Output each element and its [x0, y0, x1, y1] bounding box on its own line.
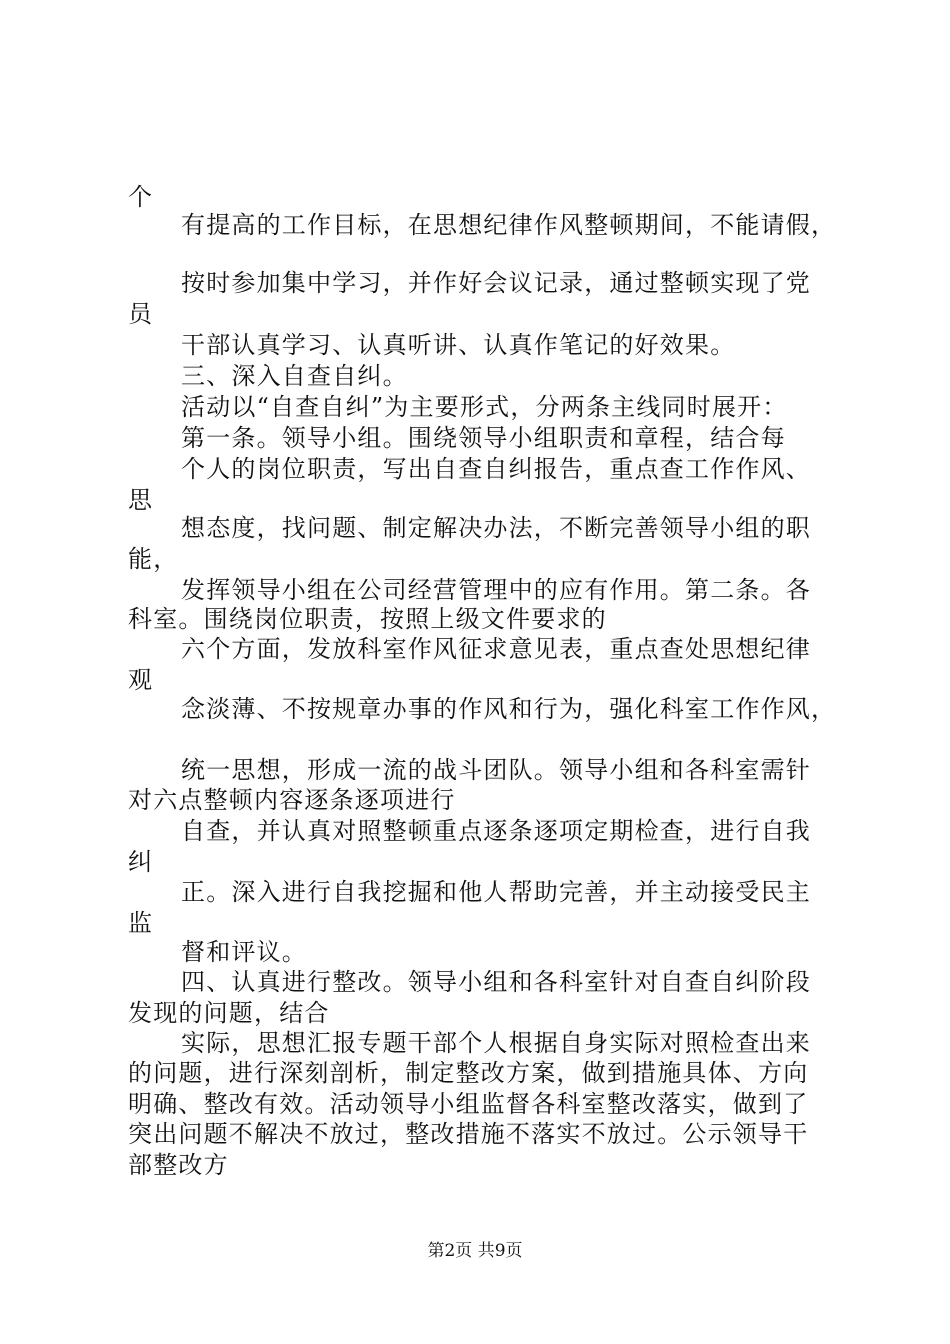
text-line: 突出问题不解决不放过，整改措施不落实不放过。公示领导干 [128, 1120, 809, 1148]
text-line: 对六点整顿内容逐条逐项进行 [128, 786, 456, 814]
text-line: 督和评议。 [181, 938, 307, 966]
text-line: 个人的岗位职责，写出自查自纠报告，重点查工作作风、 [181, 455, 811, 483]
text-line: 监 [128, 909, 154, 937]
text-line: 能， [128, 545, 179, 573]
text-line: 思 [128, 486, 154, 514]
text-line: 第一条。领导小组。围绕领导小组职责和章程，结合每 [181, 424, 786, 452]
text-line: 实际，思想汇报专题干部个人根据自身实际对照检查出来 [181, 1029, 811, 1057]
text-line: 六个方面，发放科室作风征求意见表，重点查处思想纪律 [181, 635, 811, 663]
page-number-footer: 第2页 共9页 [427, 1241, 523, 1261]
text-line: 部整改方 [128, 1151, 229, 1179]
text-line: 发挥领导小组在公司经营管理中的应有作用。第二条。各 [181, 576, 811, 604]
text-line: 明确、整改有效。活动领导小组监督各科室整改落实，做到了 [128, 1090, 809, 1118]
section-heading: 四、认真进行整改。领导小组和各科室针对自查自纠阶段 [181, 968, 811, 996]
text-line: 正。深入进行自我挖掘和他人帮助完善，并主动接受民主 [181, 878, 811, 906]
text-line: 的问题，进行深刻剖析，制定整改方案，做到措施具体、方向 [128, 1059, 809, 1087]
text-line: 纠 [128, 848, 154, 876]
text-line: 干部认真学习、认真听讲、认真作笔记的好效果。 [181, 331, 736, 359]
section-heading: 三、深入自查自纠。 [181, 362, 408, 390]
text-line: 个 [128, 183, 154, 211]
text-line: 科室。围绕岗位职责，按照上级文件要求的 [128, 605, 607, 633]
text-line: 员 [128, 300, 154, 328]
text-line: 活动以“自查自纠”为主要形式，分两条主线同时展开： [181, 393, 788, 421]
text-line: 想态度，找问题、制定解决办法，不断完善领导小组的职 [181, 514, 811, 542]
text-line: 观 [128, 666, 154, 694]
text-line: 自查，并认真对照整顿重点逐条逐项定期检查，进行自我 [181, 817, 811, 845]
text-line: 发现的问题，结合 [128, 999, 330, 1027]
text-line: 统一思想，形成一流的战斗团队。领导小组和各科室需针 [181, 756, 811, 784]
text-line: 念淡薄、不按规章办事的作风和行为，强化科室工作作风， [181, 695, 837, 723]
text-line: 按时参加集中学习，并作好会议记录，通过整顿实现了党 [181, 269, 811, 297]
text-line: 有提高的工作目标，在思想纪律作风整顿期间，不能请假， [181, 211, 837, 239]
